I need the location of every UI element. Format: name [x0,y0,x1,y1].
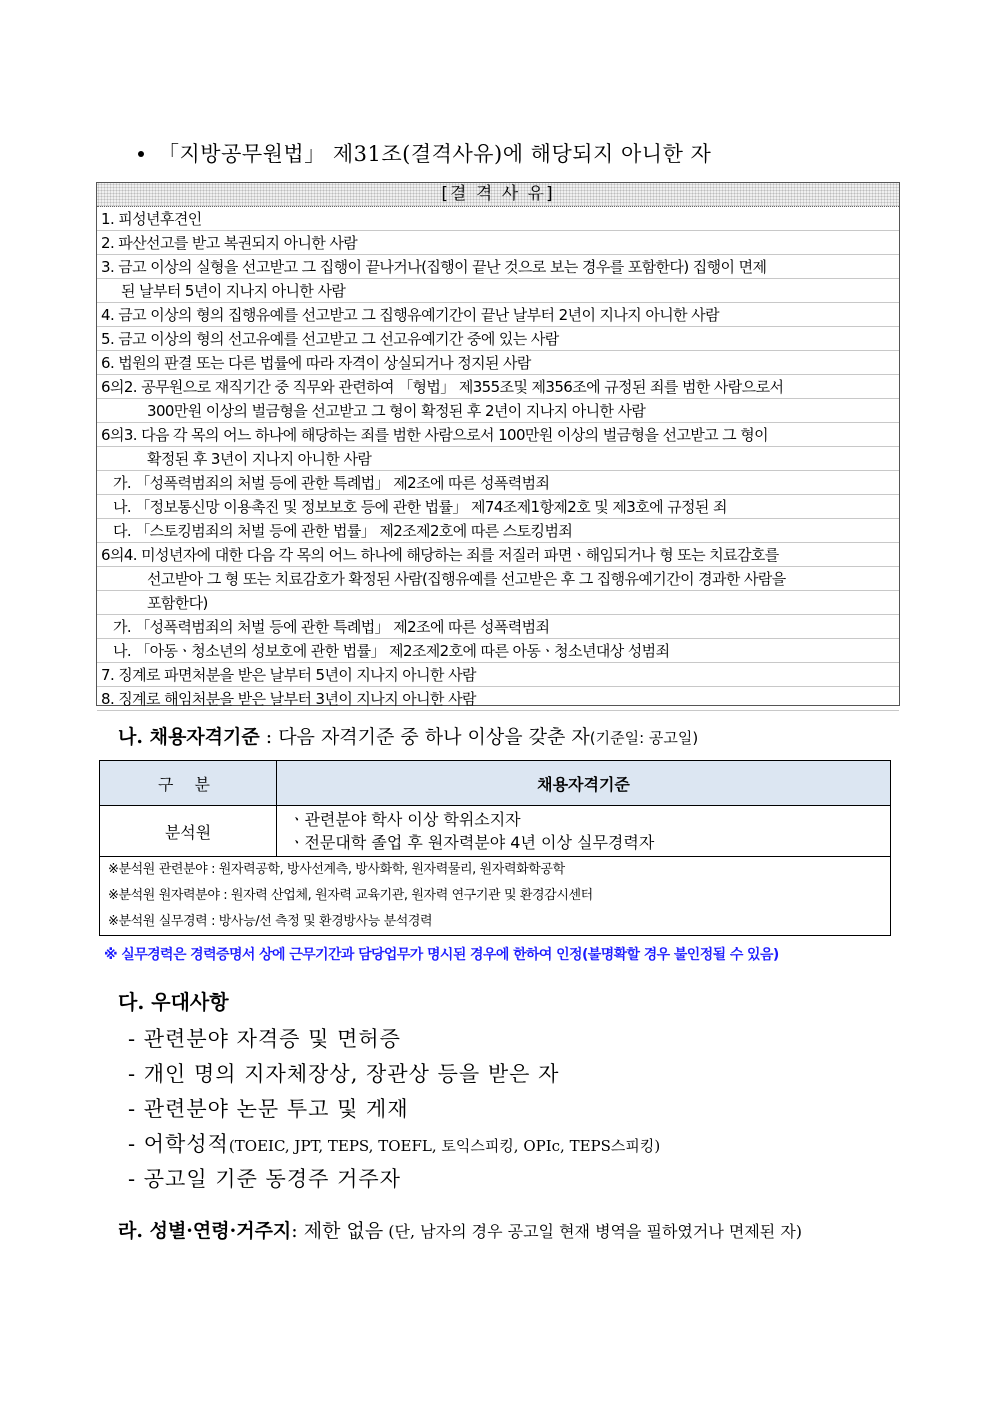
preference-item: - 관련분야 자격증 및 면허증 [128,1027,401,1051]
disq-line: 8. 징계로 해임처분을 받은 날부터 3년이 지나지 아니한 사람 [101,690,476,708]
disq-line: 확정된 후 3년이 지나지 아니한 사람 [147,450,372,468]
disq-line: 6. 법원의 판결 또는 다른 법률에 따라 자격이 상실되거나 정지된 사람 [101,354,531,372]
disq-line: 2. 파산선고를 받고 복권되지 아니한 사람 [101,234,358,252]
section-d-heading: 라. 성별·연령·거주지 [118,1220,292,1242]
criteria-row [100,806,891,857]
criteria-notes-row [100,857,891,936]
disq-line: 1. 피성년후견인 [101,210,202,228]
disq-line: 가. 「성폭력범죄의 처벌 등에 관한 특례법」 제2조에 따른 성폭력범죄 [113,618,550,636]
disqualification-list [97,207,899,711]
disq-line: 7. 징계로 파면처분을 받은 날부터 5년이 지나지 아니한 사람 [101,666,476,684]
disq-line: 6의4. 미성년자에 대한 다음 각 목의 어느 하나에 해당하는 죄를 저질러 파면ㆍ해임되거나 형 또는 치료감호를 [101,546,779,564]
preference-item-language [118,1128,660,1163]
disqualification-title: [결 격 사 유] [97,183,899,207]
preference-item-label: - 어학성적 [128,1132,229,1156]
criteria-category: 분석원 [100,806,277,857]
disq-line: 나. 「아동ㆍ청소년의 성보호에 관한 법률」 제2조제2호에 따른 아동ㆍ청소년대상 성범죄 [113,642,670,660]
eligibility-heading-text: 「지방공무원법」 제31조(결격사유)에 해당되지 아니한 자 [158,142,712,166]
section-b-text: : 다음 자격기준 중 하나 이상을 갖춘 자 [259,726,590,748]
disq-line: 된 날부터 5년이 지나지 아니한 사람 [121,282,346,300]
disq-line: 5. 금고 이상의 형의 선고유예를 선고받고 그 선고유예기간 중에 있는 사람 [101,330,559,348]
language-tests: (TOEIC, JPT, TEPS, TOEFL, 토익스피킹, OPIc, TEPS스피킹) [228,1137,661,1155]
section-c [118,986,660,1198]
disq-line: 6의3. 다음 각 목의 어느 하나에 해당하는 죄를 범한 사람으로서 100만원 이상의 벌금형을 선고받고 그 형이 [101,426,769,444]
disq-line: 포함한다) [147,594,208,612]
eligibility-heading [138,138,711,168]
requirement-item: ㆍ전문대학 졸업 후 원자력분야 4년 이상 실무경력자 [289,833,655,852]
criteria-requirements [277,806,891,857]
preference-item: - 공고일 기준 동경주 거주자 [128,1167,401,1191]
disq-line: 3. 금고 이상의 실형을 선고받고 그 집행이 끝나거나(집행이 끝난 것으로 보는 경우를 포함한다) 집행이 면제 [101,258,767,276]
disq-line: 300만원 이상의 벌금형을 선고받고 그 형이 확정된 후 2년이 지나지 아니한 사람 [147,402,646,420]
preference-item: - 관련분야 논문 투고 및 게재 [128,1097,409,1121]
criteria-note: ※분석원 실무경력 : 방사능/선 측정 및 환경방사능 분석경력 [108,914,433,929]
section-d-text: : 제한 없음 [291,1220,384,1242]
section-d [118,1216,802,1243]
disq-line: 선고받아 그 형 또는 치료감호가 확정된 사람(집행유예를 선고받은 후 그 집행유예기간이 경과한 사람을 [147,570,786,588]
disq-line: 나. 「정보통신망 이용촉진 및 정보보호 등에 관한 법률」 제74조제1항제2호 및 제3호에 규정된 죄 [113,498,727,516]
section-d-note: (단, 남자의 경우 공고일 현재 병역을 필하였거나 면제된 자) [383,1222,803,1241]
section-b-heading: 나. 채용자격기준 [118,726,260,748]
bullet-icon [138,151,144,157]
criteria-col-category: 구 분 [100,761,277,806]
criteria-col-requirements: 채용자격기준 [277,761,891,806]
disq-line: 가. 「성폭력범죄의 처벌 등에 관한 특례법」 제2조에 따른 성폭력범죄 [113,474,550,492]
section-b-note: (기준일: 공고일) [589,729,699,747]
section-c-heading: 다. 우대사항 [118,990,229,1014]
requirement-item: ㆍ관련분야 학사 이상 학위소지자 [289,810,521,829]
criteria-header-row [100,761,891,806]
disq-line: 6의2. 공무원으로 재직기간 중 직무와 관련하여 「형법」 제355조및 제356조에 규정된 죄를 범한 사람으로서 [101,378,784,396]
disq-line: 다. 「스토킹범죄의 처벌 등에 관한 법률」 제2조제2호에 따른 스토킹범죄 [113,522,573,540]
criteria-table [99,760,891,936]
experience-warning: ※ 실무경력은 경력증명서 상에 근무기간과 담당업무가 명시된 경우에 한하여 인정(불명확할 경우 불인정될 수 있음) [104,947,779,963]
section-b [118,722,698,749]
disqualification-box [96,182,900,706]
disq-line: 4. 금고 이상의 형의 집행유예를 선고받고 그 집행유예기간이 끝난 날부터 2년이 지나지 아니한 사람 [101,306,719,324]
criteria-note: ※분석원 관련분야 : 원자력공학, 방사선계측, 방사화학, 원자력물리, 원자력화학공학 [108,862,565,877]
criteria-notes [100,857,891,936]
preference-item: - 개인 명의 지자체장상, 장관상 등을 받은 자 [128,1062,560,1086]
criteria-note: ※분석원 원자력분야 : 원자력 산업체, 원자력 교육기관, 원자력 연구기관 및 환경감시센터 [108,888,593,903]
